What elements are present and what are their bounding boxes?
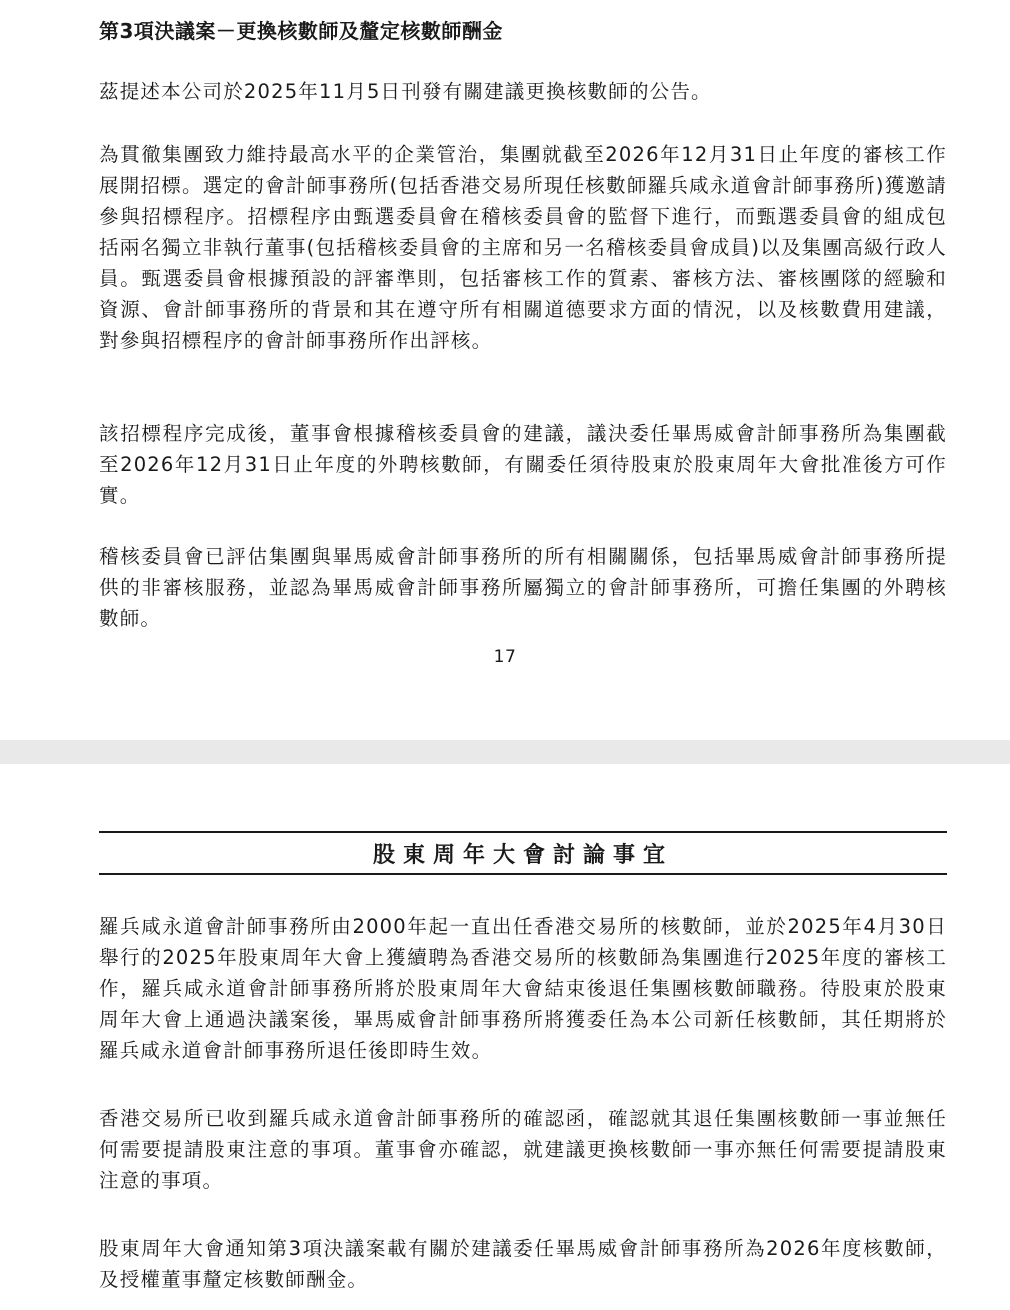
paragraph-confirmation-letter xyxy=(99,1103,947,1196)
paragraph-text: 該招標程序完成後，董事會根據稽核委員會的建議，議決委任畢馬威會計師事務所為集團截至2026年12月31日止年度的外聘核數師，有關委任須待股東於股東周年大會批准後方可作實。 xyxy=(99,422,947,507)
paragraph-text: 香港交易所已收到羅兵咸永道會計師事務所的確認函，確認就其退任集團核數師一事並無任何需要提請股東注意的事項。董事會亦確認，就建議更換核數師一事亦無任何需要提請股東注意的事項。 xyxy=(99,1107,947,1192)
document-page-18 xyxy=(0,764,1010,1310)
paragraph-tender-process xyxy=(99,139,947,356)
paragraph-text: 股東周年大會通知第3項決議案載有關於建議委任畢馬威會計師事務所為2026年度核數師，及授權董事釐定核數師酬金。 xyxy=(99,1237,947,1291)
paragraph-pwc-retirement xyxy=(99,911,947,1066)
resolution-heading: 第3項決議案－更換核數師及釐定核數師酬金 xyxy=(99,19,503,43)
page-separator xyxy=(0,740,1010,764)
paragraph-independence-assessment xyxy=(99,541,947,634)
paragraph-announcement-reference xyxy=(99,76,947,107)
page-number: 17 xyxy=(493,647,517,667)
paragraph-board-resolution xyxy=(99,418,947,511)
paragraph-agm-notice xyxy=(99,1233,947,1295)
paragraph-text: 茲提述本公司於2025年11月5日刊發有關建議更換核數師的公告。 xyxy=(99,80,712,103)
paragraph-text: 為貫徹集團致力維持最高水平的企業管治，集團就截至2026年12月31日止年度的審核工作展開招標。選定的會計師事務所(包括香港交易所現任核數師羅兵咸永道會計師事務所)獲邀請參與招標程序。招標程序由甄選委員會在稽核委員會的監督下進行，而甄選委員會的組成包括兩名獨立非執行董事(包括稽核委員會的主席和另一名稽核委員會成員)以及集團高級行政人員。甄選委員會根據預設的評審準則，包括審核工作的質素、審核方法、審核團隊的經驗和資源、會計師事務所的背景和其在遵守所有相關道德要求方面的情況，以及核數費用建議，對參與招標程序的會計師事務所作出評核。 xyxy=(99,143,947,352)
paragraph-text: 羅兵咸永道會計師事務所由2000年起一直出任香港交易所的核數師，並於2025年4月30日舉行的2025年股東周年大會上獲續聘為香港交易所的核數師為集團進行2025年度的審核工作，羅兵咸永道會計師事務所將於股東周年大會結束後退任集團核數師職務。待股東於股東周年大會上通過決議案後，畢馬威會計師事務所將獲委任為本公司新任核數師，其任期將於羅兵咸永道會計師事務所退任後即時生效。 xyxy=(99,915,947,1062)
section-title-bar xyxy=(99,831,947,875)
section-title: 股東周年大會討論事宜 xyxy=(372,842,673,868)
paragraph-text: 稽核委員會已評估集團與畢馬威會計師事務所的所有相關關係，包括畢馬威會計師事務所提供的非審核服務，並認為畢馬威會計師事務所屬獨立的會計師事務所，可擔任集團的外聘核數師。 xyxy=(99,545,947,630)
